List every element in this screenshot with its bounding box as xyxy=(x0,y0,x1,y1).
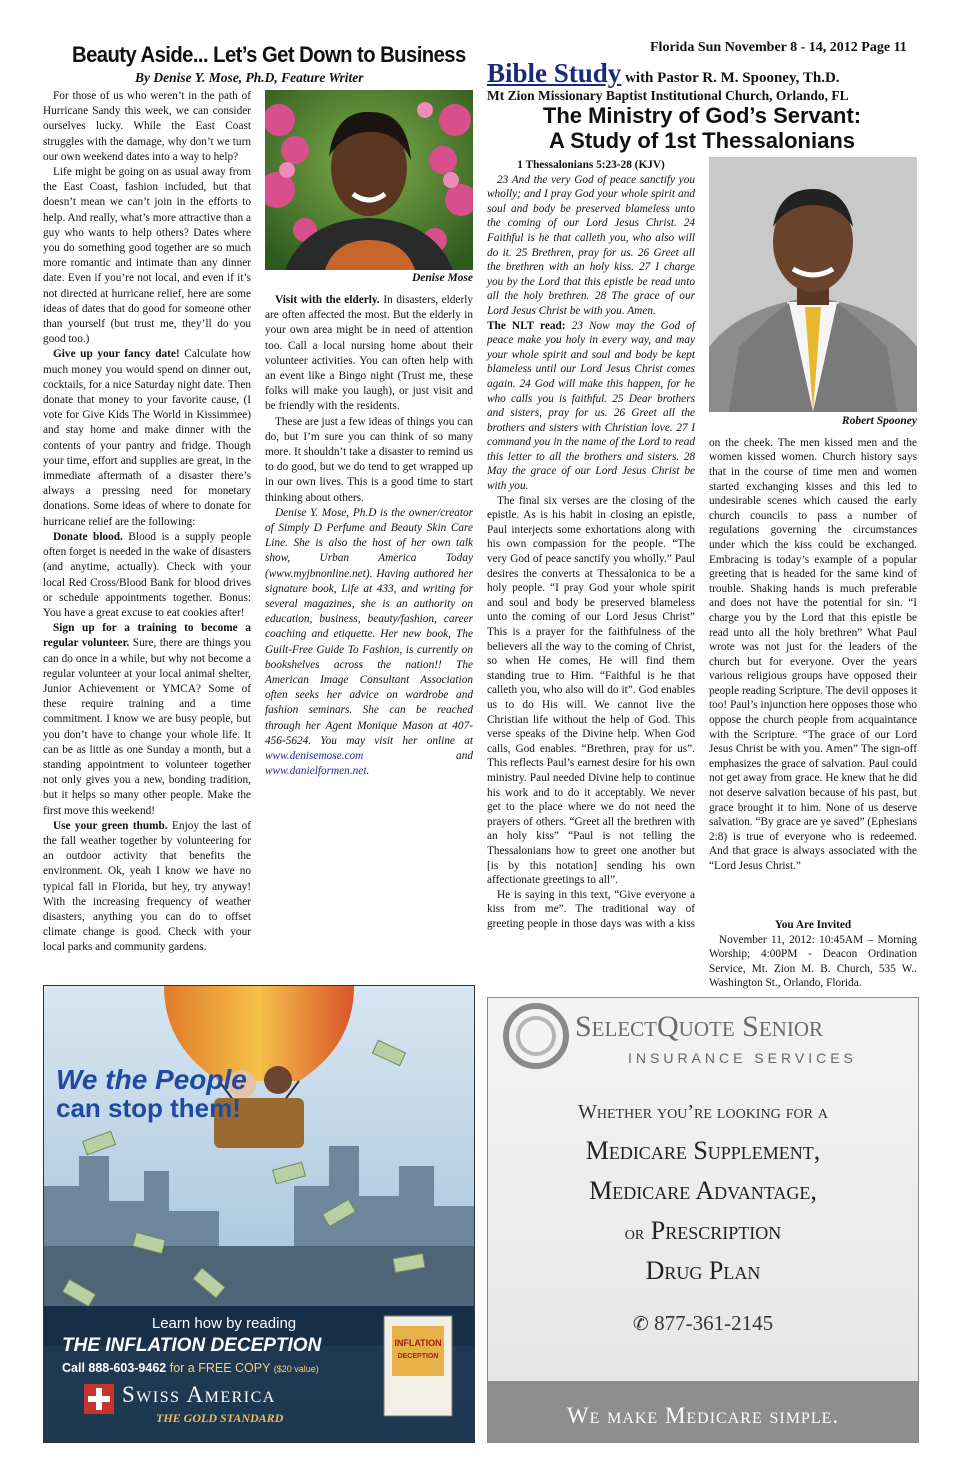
ad-headline-1: We the People xyxy=(56,1064,247,1095)
bible-title-line-2: A Study of 1st Thessalonians xyxy=(548,128,856,153)
spooney-photo-caption: Robert Spooney xyxy=(841,415,917,427)
ad-line-4: or Prescription xyxy=(624,1216,782,1245)
beauty-paragraph: Life might be going on as usual away from the East Coast, fashion included, but that doesn’t mean we can’t join in the efforts to help. And really, what’s more attractive than a guy who wants to help others? Dates where you do something good together are so much more romantic and intimate than any dinner date. Even if you’re not local, and even if it’s not directed at hurricane relief, here are some ideas of dates that do good for someone other than yourself (but trust me, they’ll do you good too.) xyxy=(43,166,251,346)
invitation-text: November 11, 2012: 10:45AM – Morning Worship; 4:00PM - Deacon Ordination Service, Mt. Zion M. B. Church, 535 W.. Washington St., Orlando, Florida. xyxy=(709,933,917,990)
beauty-column-2 xyxy=(265,293,473,780)
ad-brand: Swiss America xyxy=(122,1382,276,1407)
ad-line-2: Medicare Supplement, xyxy=(585,1136,821,1165)
beauty-paragraph: Use your green thumb. Enjoy the last of the fall weather together by volunteering for an outdoor activity that benefits the environment. Ok, yeah I know we have no typical fall in Florida, but hey, try anyway! With the increasing frequency of weather disasters, anything you can do to offset climate change is good. Check with your local parks and community gardens. xyxy=(43,819,252,954)
beauty-paragraph: Donate blood. Blood is a supply people often forget is needed in the wake of disasters (and anytime, actually). Check with your local Red Cross/Blood Bank for blood drives or schedule appointments together. Bonus: You have a great excuse to eat cookies after! xyxy=(43,530,252,619)
page-header: Florida Sun November 8 - 14, 2012 Page 11 xyxy=(650,40,907,55)
tip-heading: Use your green thumb. xyxy=(53,819,168,832)
tip-heading: Visit with the elderly. xyxy=(275,294,380,306)
beauty-paragraph: Sign up for a training to become a regular volunteer. Sure, there are things you can do once in a while, but why not become a regular volunteer at your local animal shelter, Junior Achievement or YMCA? Some of these require training and a time commitment. I know we are busy people, but you don’t have to change your whole life. It can be as little as one Sunday a month, but a standing appointment to volunteer together not only gives you a new, bonding tradition, but it helps so many other people. Make the first move this weekend! xyxy=(43,622,251,817)
beauty-byline: By Denise Y. Mose, Ph.D, Feature Writer xyxy=(135,70,364,85)
invitation-heading: You Are Invited xyxy=(774,919,852,931)
denise-photo-caption: Denise Mose xyxy=(411,272,473,284)
bible-column-1 xyxy=(487,158,695,932)
beauty-paragraph: Visit with the elderly. In disasters, elderly are often affected the most. But the elderly in your own area might be in need of attention too. Call a local nursing home about their volunteer activities. You can often help with an event like a Bingo night (Trust me, these folks will make you laugh), or just visit and be friendly with the residents. xyxy=(265,294,473,413)
tip-heading: Give up your fancy date! xyxy=(53,348,180,361)
ad-phone[interactable]: ✆ 877-361-2145 xyxy=(632,1311,774,1335)
ad-footer: We make Medicare simple. xyxy=(566,1403,840,1428)
tip-heading: Sign up for a training to become a regular volunteer. xyxy=(43,622,251,650)
bible-study-kicker: Bible Study with Pastor R. M. Spooney, Th.D. xyxy=(487,58,840,88)
bible-paragraph-start: He is saying in this text, “Give everyone a kiss from me”. The traditional way of greeting people in those days was with a kiss xyxy=(487,888,695,930)
ad-learn-text: Learn how by reading xyxy=(151,1315,297,1332)
nlt-heading: The NLT read: xyxy=(487,319,566,332)
swiss-america-ad[interactable] xyxy=(43,985,475,1443)
ad-headline-2: can stop them! xyxy=(56,1093,241,1123)
phone-icon: ✆ xyxy=(632,1314,649,1335)
beauty-column-1 xyxy=(43,89,251,956)
ad-line-1: Whether you’re looking for a xyxy=(577,1101,829,1123)
ad-call-line[interactable]: Call 888-603-9462 for a FREE COPY ($20 value) xyxy=(62,1361,319,1375)
ad-book-title: THE INFLATION DECEPTION xyxy=(62,1335,322,1356)
robert-spooney-photo xyxy=(709,157,917,412)
ad-line-5: Drug Plan xyxy=(645,1256,761,1285)
website-link[interactable]: www.denisemose.com xyxy=(265,750,364,763)
book-cover-subtitle: DECEPTION xyxy=(397,1353,439,1360)
bible-column-2 xyxy=(709,436,917,991)
bible-title-line-1: The Ministry of God’s Servant: xyxy=(542,103,862,128)
beauty-paragraph: For those of us who weren’t in the path of Hurricane Sandy this week, we can consider ourselves lucky. While the East Coast struggles with the damage, why don’t we turn our own weekend dates into a way to help? xyxy=(43,90,251,163)
nlt-text: The NLT read: 23 Now may the God of peace make you holy in every way, and may your whole spirit and soul and body be kept blameless until our Lord Jesus Christ comes again. 24 God will make this happen, for he who calls you is faithful. 25 Dear brothers and sisters, pray for us. 26 Greet all the brothers and sisters with Christian love. 27 I command you in the name of the Lord to read this letter to all the brothers and sisters. 28 May the grace of our Lord Jesus Christ be with you. xyxy=(487,319,695,493)
website-link[interactable]: www.danielformen.net xyxy=(265,765,367,778)
beauty-paragraph: These are just a few ideas of things you can do, but I’m sure you can think of so many more. It shouldn’t take a disaster to remind us to do good, but we do tend to get wrapped up in our own lives. This is a good time to start thinking about others. xyxy=(265,415,473,504)
scripture-reference: 1 Thessalonians 5:23-28 (KJV) xyxy=(517,159,665,171)
inflation-book-cover xyxy=(384,1316,452,1416)
tip-heading: Donate blood. xyxy=(53,530,123,543)
book-cover-title: INFLATION xyxy=(394,1338,442,1348)
selectquote-sub: INSURANCE SERVICES xyxy=(628,1050,857,1066)
author-bio: Denise Y. Mose, Ph.D is the owner/creator of Simply D Perfume and Beauty Skin Care Line. She is also the host of her own talk show, Urban America Today (www.myjbnonline.net). Having authored her signature book, Life at 433, and writing for several magazines, she is an authority on education, business, beauty/fashion, career coaching and etiquette. Her new book, The Guilt-Free Guide To Fashion, is currently on bookshelves across the nation!! The American Image Consultant Association often seeks her advice on wardrobe and fashion seminars. She can be reached through her Agent Monique Mason at 407-456-5624. You may visit her online at www.denisemose.com and www.danielformen.net. xyxy=(265,506,473,778)
bible-paragraph-continued: on the cheek. The men kissed men and the women kissed women. Church history says that in the course of time men and women started exchanging kisses and this led to undesirable scenes which caused the early church councils to pass a number of regulations governing the circumstances under which the kiss could be exchanged. Embracing is today’s example of a popular greeting that is headed for the same kind of trouble. Shaking hands is much preferable and does not have the potential for sin. “I charge you by the Lord that this epistle be read unto all the holy brethren” What Paul wrote was not just for the leaders of the church but for everyone. Over the years various religious groups have opposed their people reading Scripture. The devil opposes it too! Paul’s injunction here opposes those who oppose the church people from acquaintance with the Scripture. “The grace of our Lord Jesus Christ be with you. Amen” The sign-off emphasizes the grace of salvation. Paul could not get away from grace. He knew that he did not deserve salvation because of his past, but grace brought it to him. None of us deserve salvation. “By grace are ye saved” (Ephesians 2:8) is true of everyone who is redeemed. And that grace is always associated with the “Lord Jesus Christ.” xyxy=(709,436,917,872)
denise-mose-photo xyxy=(265,90,473,270)
beauty-paragraph: Give up your fancy date! Calculate how much money you would spend on dinner out, cocktails, for a nice Saturday night date. Then donate that money to your favorite cause, (I vote for Give Kids The World in Kissimmee) and stay home and make dinner with the contents of your pantry and fridge. Though your time, effort and supplies are great, in the immediate aftermath of a disaster there’s always a pressing need for monetary donations. Some ideas of where to donate for hurricane relief are the following: xyxy=(43,348,251,528)
selectquote-ad[interactable] xyxy=(487,997,919,1443)
selectquote-brand: SelectQuote Senior xyxy=(575,1010,823,1043)
swiss-america-logo xyxy=(84,1384,114,1414)
kjv-text: 23 And the very God of peace sanctify you wholly; and I pray God your whole spirit and soul and body be preserved blameless unto the coming of our Lord Jesus Christ. 24 Faithful is he that calleth you, who also will do it. 25 Brethren, pray for us. 26 Greet all the brethren with an holy kiss. 27 I charge you by the Lord that this epistle be read unto all the holy brethren. 28 The grace of our Lord Jesus Christ be with you. Amen. xyxy=(487,173,695,317)
ad-line-3: Medicare Advantage, xyxy=(589,1176,817,1205)
church-name: Mt Zion Missionary Baptist Institutional Church, Orlando, FL xyxy=(487,88,849,103)
bible-paragraph: The final six verses are the closing of the epistle. As is his habit in closing an epistle, Paul interjects some exhortations along with his own compassion for the people. “The very God of peace sanctify you wholly.” Paul desires the converts at Thessalonica to be a holy people. “I pray God your whole spirit and soul and body be preserved blameless unto the coming of our Lord Jesus Christ” This is a prayer for the faithfulness of the believers all the way to the coming of Christ, so when He comes, He will find them standing true to Him. “Faithful is he that calleth you, who also will do it”. God enables us to do His will. We cannot live the Christian life without the help of God. This verse speaks of the Divine help. When God calls, God enables. “Brethren, pray for us”. This reflects Paul’s earnest desire for his own ministry. Paul needed Divine help to continue his work and to do it acceptably. We never get to the place where we do not need the prayers of others. “Greet all the brethren with an holy kiss” “Paul is not telling the Thessalonians how to greet one another but [is by this notation] sending his own affectionate greetings to all”. xyxy=(487,494,695,887)
ad-tagline: THE GOLD STANDARD xyxy=(156,1411,284,1425)
beauty-headline: Beauty Aside... Let’s Get Down to Business xyxy=(72,42,466,67)
